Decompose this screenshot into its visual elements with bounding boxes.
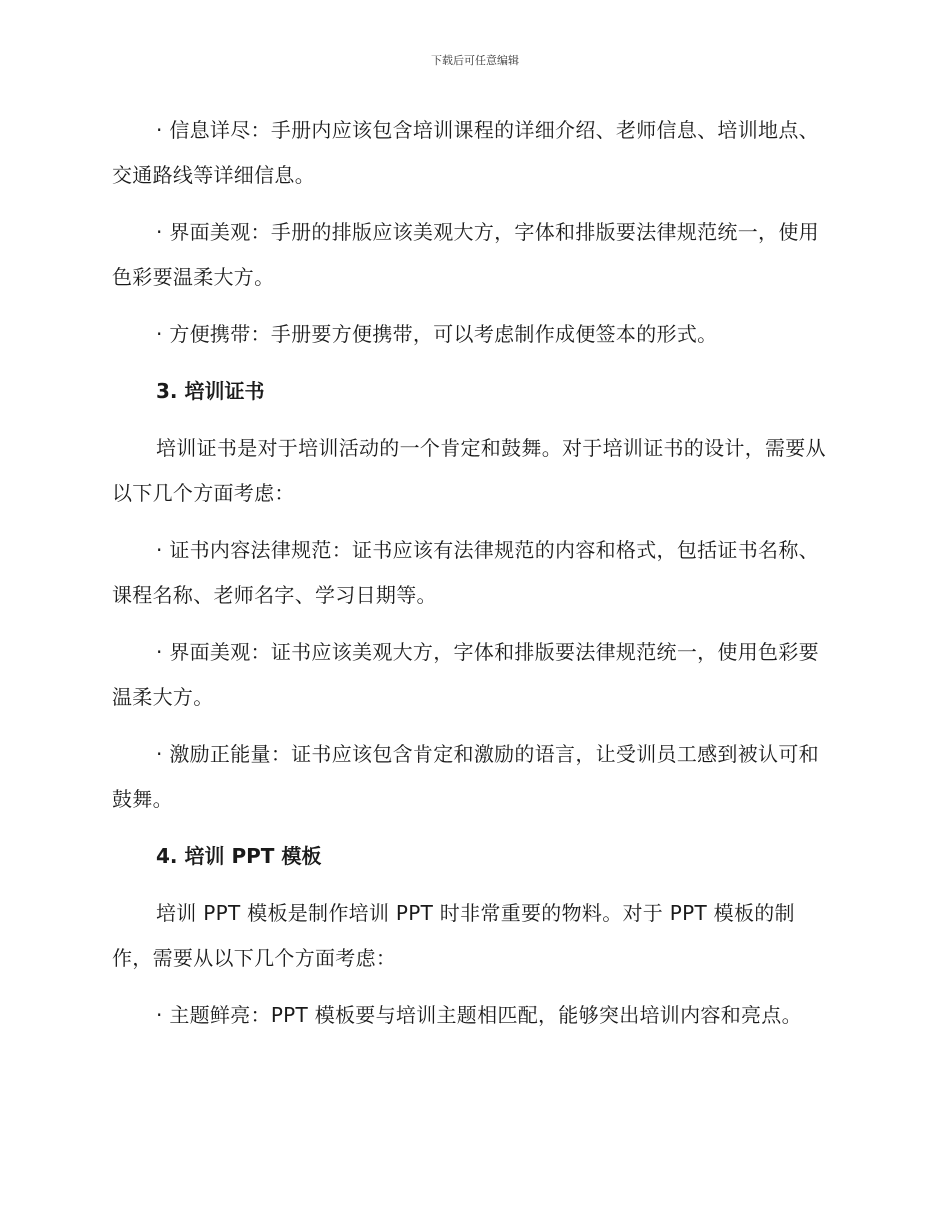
paragraph-portable: · 方便携带：手册要方便携带，可以考虑制作成便签本的形式。 xyxy=(156,322,718,346)
section-heading-ppt-template: 4. 培训 PPT 模板 xyxy=(156,844,322,868)
paragraph-ppt-intro: 培训 PPT 模板是制作培训 PPT 时非常重要的物料。对于 PPT 模板的制作，需要从以下几个方面考虑： xyxy=(112,901,795,970)
page-header: 下载后可任意编辑 xyxy=(431,54,519,67)
paragraph-certificate-intro: 培训证书是对于培训活动的一个肯定和鼓舞。对于培训证书的设计，需要从以下几个方面考虑： xyxy=(112,436,826,505)
section-heading-certificate: 3. 培训证书 xyxy=(156,379,265,403)
paragraph-info-detail: · 信息详尽：手册内应该包含培训课程的详细介绍、老师信息、培训地点、交通路线等详细信息。 xyxy=(112,118,819,187)
paragraph-manual-appearance: · 界面美观：手册的排版应该美观大方，字体和排版要法律规范统一，使用色彩要温柔大方。 xyxy=(112,220,819,289)
paragraph-certificate-content: · 证书内容法律规范：证书应该有法律规范的内容和格式，包括证书名称、课程名称、老师名字、学习日期等。 xyxy=(112,538,819,607)
document-body xyxy=(112,108,832,1050)
paragraph-certificate-motivation: · 激励正能量：证书应该包含肯定和激励的语言，让受训员工感到被认可和鼓舞。 xyxy=(112,742,819,811)
paragraph-ppt-theme: · 主题鲜亮：PPT 模板要与培训主题相匹配，能够突出培训内容和亮点。 xyxy=(156,1003,802,1027)
paragraph-certificate-appearance: · 界面美观：证书应该美观大方，字体和排版要法律规范统一，使用色彩要温柔大方。 xyxy=(112,640,819,709)
